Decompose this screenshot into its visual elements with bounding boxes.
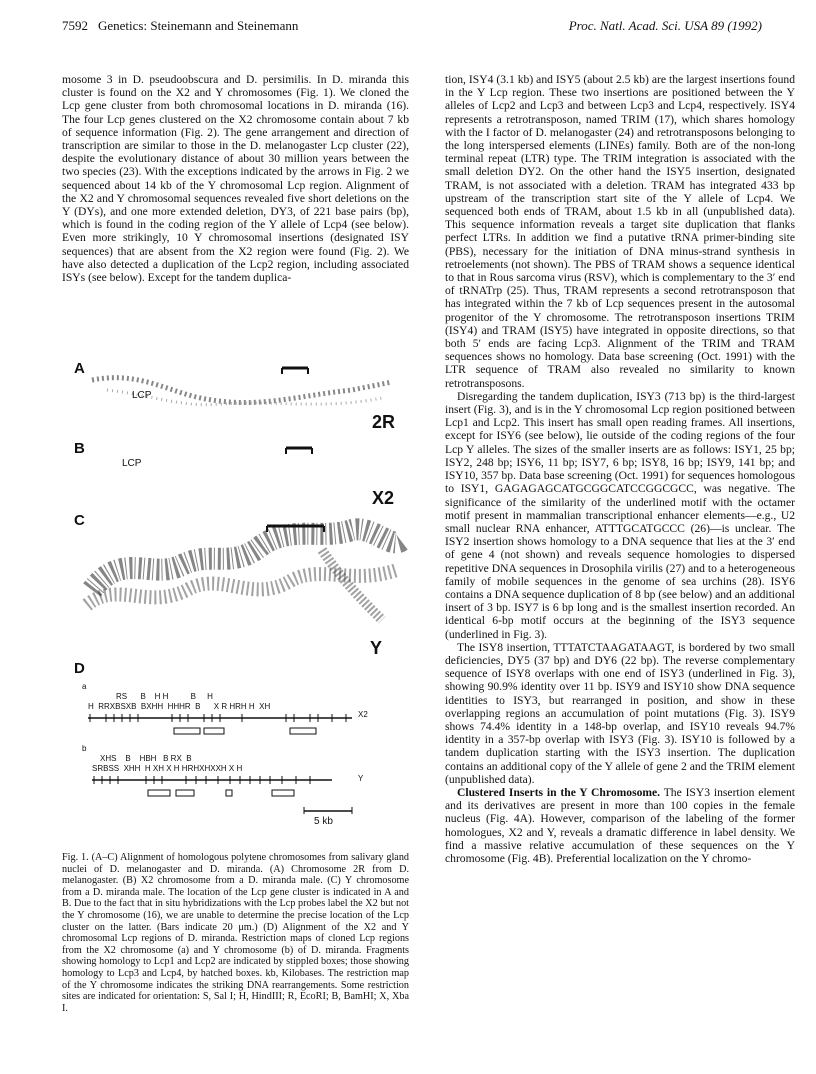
- map-a-chrom-label: X2: [358, 710, 368, 719]
- scale-bar-label: 5 kb: [314, 816, 333, 827]
- running-title: Genetics: Steinemann and Steinemann: [98, 18, 299, 33]
- panel-label-c: C: [74, 512, 85, 529]
- panel-label-b: B: [74, 440, 85, 457]
- left-column-text: [62, 73, 409, 358]
- panel-label-d: D: [74, 660, 85, 677]
- map-a-bottom-sites: H RRXBSXB BXHH HHHR B X R HRH H XH: [88, 702, 271, 711]
- section-heading: Clustered Inserts in the Y Chromosome.: [457, 785, 661, 799]
- page-header: [62, 18, 762, 40]
- map-b-chrom-label: Y: [358, 774, 364, 783]
- map-a-top-sites: RS B H H B H: [116, 692, 213, 701]
- caption-text: (A–C) Alignment of homologous polytene chromosomes from salivary gland nuclei of D. melanogaster and D. miranda. (A) Chromosome 2R from D. melanogaster. (B) X2 chromosome from a D. miranda male. (C) Y chromosome from a D. miranda male. The location of the Lcp gene cluster is indicated in A and B. Due to the fact that in situ hybridizations with the Lcp probes label the X2 but not the Y chromosome (16), we are unable to determine the precise location of the Lcp cluster on the latter. (Bars indicate 20 μm.) (D) Alignment of the X2 and Y chromosomal Lcp regions of D. miranda. Restriction maps of cloned Lcp regions from the X2 chromosome (a) and Y chromosome (b) of D. miranda. Fragments showing homology to Lcp1 and Lcp2 are indicated by stippled boxes; those showing homology to Lcp3 and Lcp4, by hatched boxes. kb, Kilobases. The restriction map of the Y chromosome indicates the striking DNA rearrangements. Some restriction sites are indicated for orientation: S, Sal I; H, HindIII; R, EcoRI; B, BamHI; X, Xba I.: [62, 852, 410, 1014]
- chromosome-label-x2: X2: [372, 488, 395, 508]
- chromosome-2r-image: [62, 360, 412, 450]
- lcp-label-b: LCP: [122, 458, 142, 469]
- journal-citation: Proc. Natl. Acad. Sci. USA 89 (1992): [568, 18, 762, 33]
- paragraph: The ISY3 insertion element and its derivatives are present in more than 100 copies in the female nucleus (Fig. 4A). However, comparison of the labeling of the former homologues, X2 and Y, reveals a dramatic difference in label density. We find a massive relative accumulation of these sequences on the Y chromosome (Fig. 4B). Preferential localization on the Y chromo-: [445, 785, 795, 865]
- map-b-bottom-sites: SRBSS XHH H XH X H HRHXHXXH X H: [92, 764, 243, 773]
- paragraph: Disregarding the tandem duplication, ISY3 (713 bp) is the third-largest insert (Fig. 3), and is in the Y chromosomal Lcp region positioned between Lcp1 and Lcp2. This insert has small open reading frames. All insertions, except for ISY6 (see below), lie outside of the coding regions of the four Lcp Y alleles. The sizes of the smaller inserts are as follows: ISY1, 25 bp; ISY2, 248 bp; ISY6, 11 bp; ISY7, 6 bp; ISY8, 16 bp; ISY9, 141 bp; and ISY10, 357 bp. Data base screening (Oct. 1991) for sequences homologous to ISY1, GAGAGAGCATGCGGCATCCGGCGCC, was negative. The significance of the similarity of the underlined motif with the octamer motif present in mammalian transcriptional enhancer elements—e.g., U2 small nuclear RNA enhancer, ATTTGCATGCCC (26)—is unclear. The ISY2 insertion shows homology to a DNA sequence that lies at the 3′ end of gene 4 (not shown) and reveals sequence homologies to dispersed repetitive DNA sequences in Drosophila virilis (27) and to a heterogeneous family of mobile sequences in the genome of sea urchins (28). ISY6 contains a DNA sequence duplication of 8 bp (see below) and an additional insert of 3 bp. ISY7 is 6 bp long and is the smallest insertion recorded. An identical 6-bp motif occurs at the beginning of the ISY3 sequence (underlined in Fig. 3).: [445, 389, 795, 641]
- caption-label: Fig. 1.: [62, 852, 89, 863]
- figure-caption: [62, 852, 409, 1014]
- lcp-label-a: LCP: [132, 390, 152, 401]
- paragraph: mosome 3 in D. pseudoobscura and D. persimilis. In D. miranda this cluster is found on the X2 and Y chromosomes (Fig. 1). We cloned the Lcp gene cluster from both chromosomal locations in D. miranda (16). The four Lcp genes clustered on the X2 chromosome contain about 7 kb of sequence information (Fig. 2). The gene arrangement and direction of transcription are similar to those in the D. melanogaster Lcp cluster (22), despite the evolutionary distance of about 30 million years between the two species (23). With the exceptions indicated by the arrows in Fig. 2 we sequenced about 14 kb of the Y chromosomal Lcp region. Alignment of the X2 and Y chromosomal sequences revealed five short deletions on the Y (DYs), and one more extended deletion, DY3, of 221 base pairs (bp), which is found in the coding region of the Y allele of Lcp4 (see below). Even more strikingly, 10 Y chromosomal insertions (designated ISY sequences) that are absent from the X2 region were found (Fig. 2). We have also detected a duplication of the Lcp2 region, including associated ISYs (see below). Except for the tandem duplica-: [62, 73, 409, 285]
- map-b-sublabel: b: [82, 744, 87, 753]
- map-b-top-sites: XHS B HBH B RX B: [100, 754, 192, 763]
- figure-1: [62, 360, 412, 845]
- chromosome-label-y: Y: [370, 638, 383, 658]
- chromosome-y-image: [62, 510, 412, 650]
- right-column-text: [445, 73, 795, 1073]
- paragraph: tion, ISY4 (3.1 kb) and ISY5 (about 2.5 kb) are the largest insertions found in the Y Lcp region. These two insertions are positioned between the Y alleles of Lcp2 and Lcp3 and between Lcp3 and Lcp4, respectively. ISY4 represents a retrotransposon, named TRIM (17), which shares homology with the I factor of D. melanogaster (24) and retrotransposons belonging to the long interspersed elements (LINEs) family. Both are of the non-long terminal repeat (LTR) type. The TRIM integration is associated with the small deletion DY2. On the other hand the ISY5 insertion, designated TRAM, is not associated with a deletion. TRAM has integrated 433 bp upstream of the transcription start site of the Y allele of Lcp4. We sequenced both ends of TRAM, about 1.5 kb in all (unpublished data). This sequence information reveals a target site duplication that flanks perfect LTRs. In addition we find a putative tRNA primer-binding site (PBS), necessary for the initiation of DNA minus-strand synthesis in retroelements (not shown). The PBS of TRAM shows a sequence identical to that in Rous sarcoma virus (RSV), which is complementary to the 3′ end of tRNATrp (25). Thus, TRAM represents a second retrotransposon that has integrated within the 7 kb of Lcp sequences present in the autosomal progenitor of the Y chromosome. The retrotransposon insertions TRIM (ISY4) and TRAM (ISY5) have integrated in opposite directions, so that both 5′ ends are facing Lcp3. Alignment of the TRIM and TRAM sequences shows no homology. Data base screening (Oct. 1991) with the LTR sequence of TRAM also revealed no similarity to known retrotransposons.: [445, 73, 795, 390]
- panel-label-a: A: [74, 360, 85, 377]
- scale-bar: [302, 805, 362, 815]
- page-number: 7592: [62, 18, 88, 33]
- chromosome-x2-image: [62, 440, 412, 510]
- paragraph: The ISY8 insertion, TTTATCTAAGATAAGT, is bordered by two small deficiencies, DY5 (37 bp) and DY6 (22 bp). The reverse complementary sequence of ISY8 overlaps with one end of ISY3 (underlined in Fig. 3), showing 90.9% identity over 11 bp. ISY9 and ISY10 show DNA sequence identities to ISY3, but rearranged in position, and show in these overlapping regions an accumulation of point mutations (Fig. 3). ISY9 shows 74.4% identity in a 148-bp overlap, and ISY10 reveals 94.7% identity in a 357-bp overlap with ISY3 (Fig. 3). ISY10 is followed by a tandem duplication starting with the ISY3 insertion. The duplication contains an additional copy of the Y allele of gene 2 and the TRIM element (unpublished data).: [445, 640, 795, 786]
- chromosome-label-2r: 2R: [372, 412, 396, 432]
- map-a-sublabel: a: [82, 682, 87, 691]
